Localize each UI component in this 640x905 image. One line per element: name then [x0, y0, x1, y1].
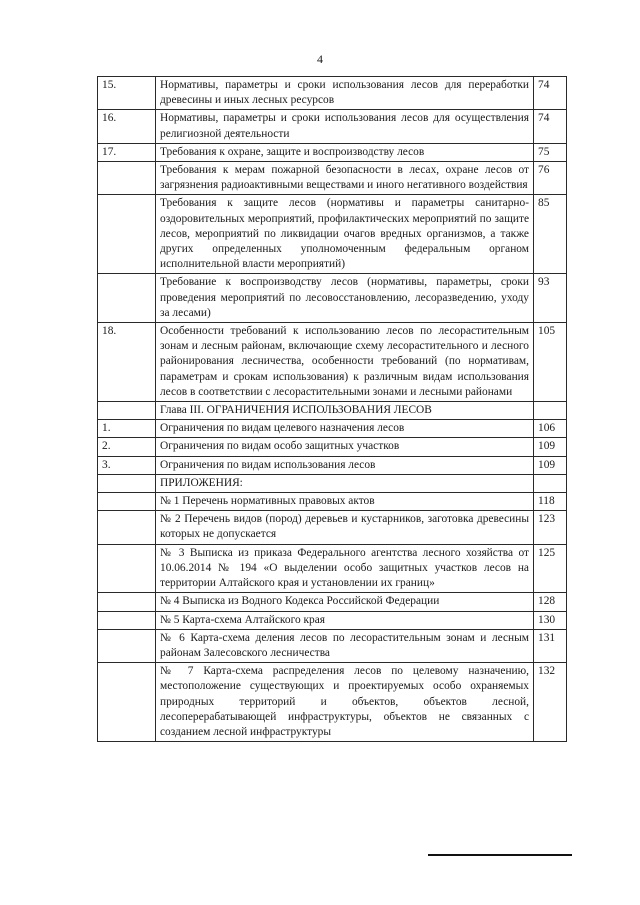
page-ref: 105	[534, 323, 567, 402]
toc-row	[98, 611, 567, 629]
section-title: Особенности требований к использованию лесов по лесорастительным зонам и лесным районам, включающие схему лесорастительного и лесного районирования лесничества, особенности требований (по нормативам, параметрам и срокам использования) к различным видам использования лесов в соответствии с лесорастительными зонами и лесными районами	[156, 323, 534, 402]
page-ref: 125	[534, 544, 567, 593]
section-title: Требования к мерам пожарной безопасности в лесах, охране лесов от загрязнения радиоактивными веществами и иного негативного воздействия	[156, 162, 534, 195]
section-title: ПРИЛОЖЕНИЯ:	[156, 474, 534, 492]
section-number	[98, 629, 156, 662]
toc-row	[98, 456, 567, 474]
page-number: 4	[317, 52, 323, 66]
toc-row	[98, 438, 567, 456]
page-ref: 106	[534, 420, 567, 438]
page-ref: 75	[534, 143, 567, 161]
toc-row	[98, 77, 567, 110]
footer-rule	[428, 854, 572, 856]
section-title: № 4 Выписка из Водного Кодекса Российской Федерации	[156, 593, 534, 611]
section-number	[98, 474, 156, 492]
section-title: Требования к охране, защите и воспроизводству лесов	[156, 143, 534, 161]
toc-row	[98, 195, 567, 274]
page-ref: 130	[534, 611, 567, 629]
toc-row	[98, 143, 567, 161]
section-number	[98, 402, 156, 420]
toc-row	[98, 402, 567, 420]
section-number: 2.	[98, 438, 156, 456]
toc-row	[98, 629, 567, 662]
page-ref: 131	[534, 629, 567, 662]
toc-row	[98, 274, 567, 323]
toc-row	[98, 663, 567, 742]
toc-row	[98, 110, 567, 143]
section-title: Ограничения по видам особо защитных участков	[156, 438, 534, 456]
toc-row	[98, 474, 567, 492]
section-number	[98, 493, 156, 511]
section-title: Нормативы, параметры и сроки использования лесов для осуществления религиозной деятельности	[156, 110, 534, 143]
page-ref: 109	[534, 456, 567, 474]
page-ref: 74	[534, 110, 567, 143]
page-ref: 76	[534, 162, 567, 195]
toc-row	[98, 323, 567, 402]
section-number: 15.	[98, 77, 156, 110]
page-ref	[534, 474, 567, 492]
page-ref: 93	[534, 274, 567, 323]
toc-row	[98, 493, 567, 511]
toc-row	[98, 420, 567, 438]
page-ref	[534, 402, 567, 420]
section-number	[98, 511, 156, 544]
section-number	[98, 663, 156, 742]
page-ref: 123	[534, 511, 567, 544]
section-title: № 6 Карта-схема деления лесов по лесорастительным зонам и лесным районам Залесовского лесничества	[156, 629, 534, 662]
toc-row	[98, 544, 567, 593]
page-ref: 118	[534, 493, 567, 511]
page-ref: 128	[534, 593, 567, 611]
section-title: № 5 Карта-схема Алтайского края	[156, 611, 534, 629]
toc-row	[98, 511, 567, 544]
toc-table	[97, 76, 567, 742]
section-number	[98, 195, 156, 274]
section-number	[98, 593, 156, 611]
section-number: 16.	[98, 110, 156, 143]
section-title: № 2 Перечень видов (пород) деревьев и кустарников, заготовка древесины которых не допускается	[156, 511, 534, 544]
section-number	[98, 544, 156, 593]
section-title: Глава III. ОГРАНИЧЕНИЯ ИСПОЛЬЗОВАНИЯ ЛЕСОВ	[156, 402, 534, 420]
section-number: 18.	[98, 323, 156, 402]
section-number	[98, 274, 156, 323]
section-title: Требование к воспроизводству лесов (нормативы, параметры, сроки проведения мероприятий по лесовосстановлению, лесоразведению, уходу за лесами)	[156, 274, 534, 323]
page-ref: 109	[534, 438, 567, 456]
page-ref: 132	[534, 663, 567, 742]
section-title: Требования к защите лесов (нормативы и параметры санитарно-оздоровительных мероприятий, профилактических мероприятий по защите лесов, мероприятий по ликвидации очагов вредных организмов, а также других определенных уполномоченным федеральным органом исполнительной власти мероприятий)	[156, 195, 534, 274]
toc-row	[98, 162, 567, 195]
section-title: Ограничения по видам целевого назначения лесов	[156, 420, 534, 438]
section-number: 3.	[98, 456, 156, 474]
section-title: Ограничения по видам использования лесов	[156, 456, 534, 474]
section-title: № 3 Выписка из приказа Федерального агентства лесного хозяйства от 10.06.2014 № 194 «О выделении особо защитных участков лесов на территории Алтайского края и установлении их границ»	[156, 544, 534, 593]
section-title: № 7 Карта-схема распределения лесов по целевому назначению, местоположение существующих и проектируемых особо охраняемых природных территорий и объектов, объектов лесной, лесоперерабатывающей инфраструктуры, объектов не связанных с созданием лесной инфраструктуры	[156, 663, 534, 742]
section-title: Нормативы, параметры и сроки использования лесов для переработки древесины и иных лесных ресурсов	[156, 77, 534, 110]
section-number	[98, 611, 156, 629]
section-number: 1.	[98, 420, 156, 438]
toc-row	[98, 593, 567, 611]
section-number	[98, 162, 156, 195]
page-ref: 74	[534, 77, 567, 110]
section-number: 17.	[98, 143, 156, 161]
section-title: № 1 Перечень нормативных правовых актов	[156, 493, 534, 511]
page-ref: 85	[534, 195, 567, 274]
